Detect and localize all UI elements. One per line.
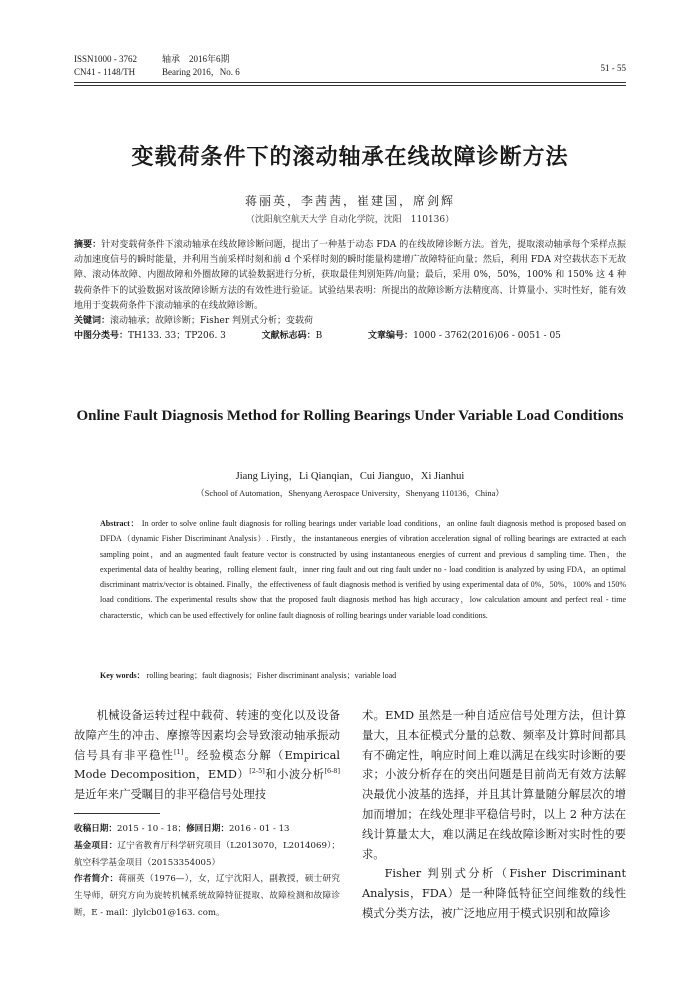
abstract-en [100,516,626,623]
author-bio [74,871,340,921]
authors-en: Jiang Liying，Li Qianqian，Cui Jianguo，Xi Jianhui [235,471,465,482]
affiliation-en: （School of Automation，Shenyang Aerospace University，Shenyang 110136，China） [196,488,504,498]
received-date: 2015 - 10 - 18； [116,824,187,834]
body-text: 和小波分析 [264,768,325,782]
affiliation-cn: （沈阳航空航天大学 自动化学院，沈阳 110136） [245,215,455,225]
page-range: 51 - 55 [600,63,626,73]
body-text: 是近年来广受瞩目的非平稳信号处理技 [74,788,267,802]
body-right-column [362,706,626,924]
article-number-label: 文章编号： [368,331,414,342]
keywords-en-label: Key words： [100,671,145,680]
body-text: 。经验模态分解（Empirical Mode Decomposition，EMD） [74,748,340,782]
body-left-paragraph [74,706,340,805]
received-label: 收稿日期： [74,824,117,834]
article-number-value: 1000 - 3762(2016)06 - 0051 - 05 [413,331,561,342]
header-left [74,53,137,79]
abstract-cn-body [74,238,626,314]
doc-code-label: 文献标志码： [261,331,316,342]
citation-6-8[interactable]: [6-8] [324,767,340,776]
classification-line [74,329,626,344]
body-text: 机械设备运转过程中载荷、转速的变化以及设备故障产生的冲击、摩擦等因素均会导致滚动轴承振动信号具有非平稳性 [74,709,340,762]
title-en: Online Fault Diagnosis Method for Rolling Bearings Under Variable Load Conditions [76,408,624,424]
clc-label: 中图分类号： [74,331,129,342]
journal-cn: 轴承 2016年6期 [162,54,230,64]
keywords-cn [74,314,626,329]
dates [74,821,340,838]
footnote-rule [74,813,160,814]
keywords-en [100,670,626,681]
abstract-cn-label: 摘要： [74,240,102,250]
header-rule-thin [74,85,626,86]
author-bio-text: 蒋丽英（1976—），女，辽宁沈阳人，副教授，硕士研究生导师，研究方向为旋转机械系统故障特征提取、故障检测和故障诊断，E - mail：jlylcb01@163. com。 [74,874,340,918]
abstract-en-label: Abstract： [100,519,140,528]
citation-1[interactable]: [1] [174,747,184,756]
keywords-en-text: rolling bearing；fault diagnosis；Fisher discriminant analysis；variable load [146,671,397,680]
citation-2-5[interactable]: [2-5] [249,767,265,776]
header-journal [162,53,240,79]
abstract-cn-text: 针对变载荷条件下滚动轴承在线故障诊断问题，提出了一种基于动态 FDA 的在线故障诊断方法。首先，提取滚动轴承每个采样点振动加速度信号的瞬时能量，并利用当前采样时刻和前 d 个采样时刻的瞬时能量构建增广故障特征向量；然后，利用 FDA 对空载状态下无故障、滚动体故障、内圈故障和外圈故障的试验数据进行分析，获取最佳判别矩阵/向量；最后，采用 0%，50%，100% 和 150% 这 4 种载荷条件下的试验数据对该故障诊断方法的有效性进行验证。试验结果表明：所提出的故障诊断方法精度高、计算量小、实时性好，能有效地用于变载荷条件下滚动轴承的在线故障诊断。 [74,240,626,311]
revised-label: 修回日期： [186,824,230,834]
cn-number: CN41 - 1148/TH [74,67,136,77]
funding [74,838,340,872]
abstract-cn [74,238,626,344]
authors-cn: 蒋丽英，李茜茜，崔建国，席剑辉 [244,194,455,208]
footnote [74,821,340,922]
author-bio-label: 作者简介： [74,874,119,885]
keywords-cn-label: 关键词： [74,316,111,327]
body-right-paragraph-1: 术。EMD 虽然是一种自适应信号处理方法，但计算量大，且本征模式分量的总数、频率及计算时间都具有不确定性，响应时间上难以满足在线实时诊断的要求；小波分析存在的突出问题是目前尚无有效方法解决最优小波基的选择，并且其计算量随分解层次的增加而增加；在线处理非平稳信号时，以上 2 种方法在线计算量太大，难以满足在线故障诊断对实时性的要求。 [362,709,626,861]
title-cn: 变载荷条件下的滚动轴承在线故障诊断方法 [131,144,569,170]
body-right-paragraph-2: Fisher 判别式分析（Fisher Discriminant Analysis，FDA）是一种降低特征空间维数的线性模式分类方法，被广泛地应用于模式识别和故障诊 [362,867,626,920]
clc-value: TH133. 33；TP206. 3 [128,331,226,342]
issn: ISSN1000 - 3762 [74,54,138,64]
doc-code-value: B [315,331,323,342]
keywords-cn-text: 滚动轴承；故障诊断；Fisher 判别式分析；变载荷 [110,316,314,327]
funding-text: 辽宁省教育厅科学研究项目（L2013070，L2014069）；航空科学基金项目（20153354005） [74,840,340,868]
journal-en: Bearing 2016，No. 6 [162,67,240,77]
revised-date: 2016 - 01 - 13 [229,824,290,834]
funding-label: 基金项目： [74,840,118,851]
header-rule-thick [74,82,626,83]
abstract-en-text: In order to solve online fault diagnosis for rolling bearings under variable load conditions，an online fault diagnosis method is proposed based on DFDA（dynamic Fisher Discriminant Analysis）. Firstly，the instantaneous energies of vibration acceleration signal of rolling bearings are extracted at each sampling point，and an augmented fault feature vector is constructed by using instantaneous energies of current and previous d sampling time. Then，the experimental data of healthy bearing，rolling element fault，inner ring fault and out ring fault under no - load condition is analyzed by using FDA，an optimal discriminant matrix/vector is obtained. Finally，the effectiveness of fault diagnosis method is verified by using experimental data of 0%，50%，100% and 150% load conditions. The experimental results show that the proposed fault diagnosis method has high accuracy，low calculation amount and perfect real - time characterstic，which can be used effectively for online fault diagnosis of rolling bearings under variable load conditions. [100,519,626,620]
